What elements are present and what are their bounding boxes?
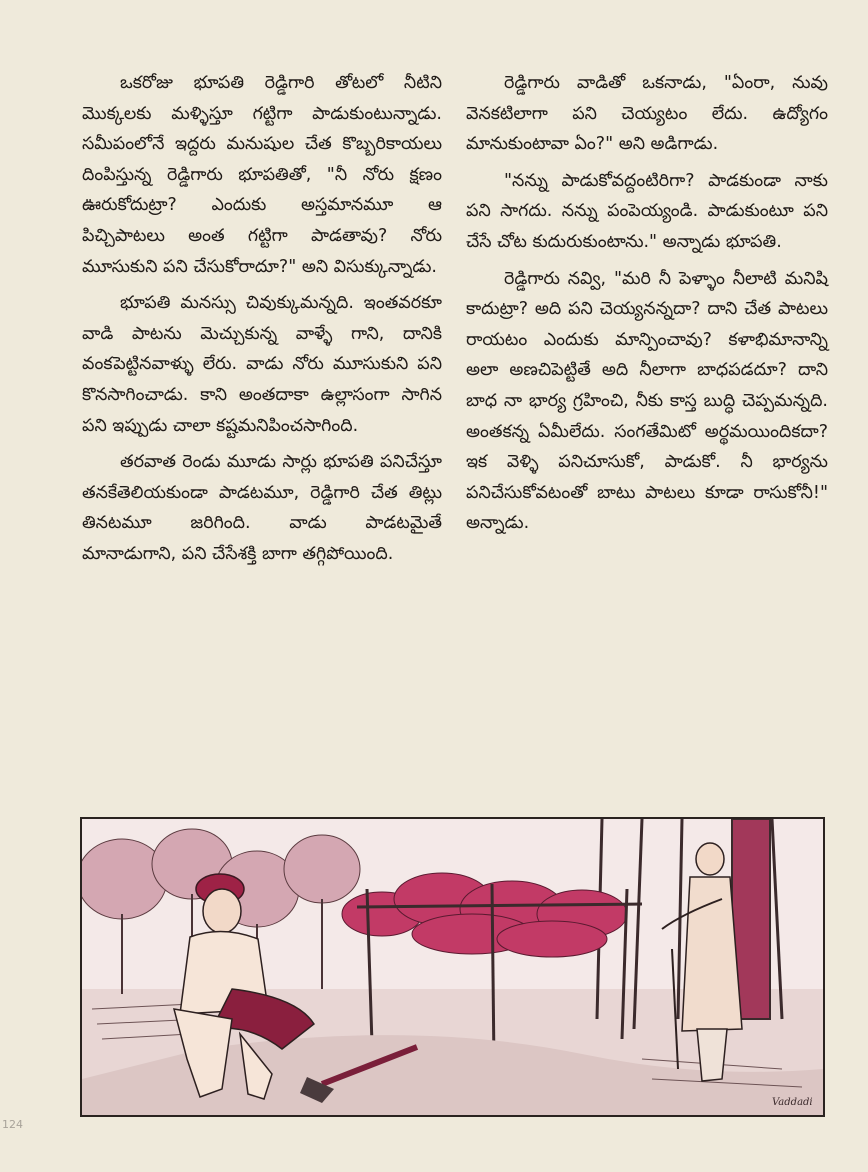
paragraph: రెడ్డిగారు వాడితో ఒకనాడు, "ఏంరా, నువు వెనకటిలాగా పని చెయ్యటం లేదు. ఉద్యోగం మానుకుంటావా ఏం?" అని అడిగాడు. <box>466 73 828 155</box>
paragraph: తరవాత రెండు మూడు సార్లు భూపతి పనిచేస్తూ తనకేతెలియకుండా పాడటమూ, రెడ్డిగారి చేత తిట్లు తినటమూ జరిగింది. వాడు పాడటమైతే మానాడుగాని, పని చేసేశక్తి బాగా తగ్గిపోయింది. <box>82 452 442 564</box>
right-text-column <box>466 68 828 545</box>
paragraph: రెడ్డిగారు నవ్వి, "మరి నీ పెళ్ళాం నీలాటి మనిషి కాదుట్రా? అది పని చెయ్యనన్నదా? దాని చేత పాటలు రాయటం ఎందుకు మాన్పించావు? కళాభిమానాన్ని అలా అణచిపెట్టితే అది నీలాగా బాధపడదూ? దాని బాధ నా భార్య గ్రహించి, నీకు కాస్త బుద్ధి చెప్పమన్నది. అంతకన్న ఏమీలేదు. సంగతేమిటో అర్థమయిందికదా? ఇక వెళ్ళి పనిచూసుకో, పాడుకో. నీ భార్యను పనిచేసుకోవటంతో బాటు పాటలు కూడా రాసుకోనీ!" అన్నాడు. <box>466 268 828 534</box>
paragraph: "నన్ను పాడుకోవద్దంటిరిగా? పాడకుండా నాకు పని సాగదు. నన్ను పంపెయ్యండి. పాడుకుంటూ పని చేసే చోట కుదురుకుంటాను." అన్నాడు భూపతి. <box>466 170 828 252</box>
paragraph: భూపతి మనస్సు చివుక్కుమన్నది. ఇంతవరకూ వాడి పాటను మెచ్చుకున్న వాళ్ళే గాని, దానికి వంకపెట్టినవాళ్ళు లేరు. వాడు నోరు మూసుకుని పని కొనసాగించాడు. కాని అంతదాకా ఉల్లాసంగా సాగిన పని ఇప్పుడు చాలా కష్టమనిపించసాగింది. <box>82 293 442 436</box>
garden-scene-drawing <box>82 819 823 1115</box>
story-illustration <box>80 817 825 1117</box>
artist-signature: Vaddadi <box>772 1097 813 1108</box>
left-text-column <box>82 68 442 576</box>
paragraph: ఒకరోజు భూపతి రెడ్డిగారి తోటలో నీటిని మొక్కలకు మళ్ళిస్తూ గట్టిగా పాడుకుంటున్నాడు. సమీపంలోనే ఇద్దరు మనుషుల చేత కొబ్బరికాయలు దింపిస్తున్న రెడ్డిగారు భూపతితో, "నీ నోరు క్షణం ఊరుకోదుట్రా? ఎందుకు అస్తమానమూ ఆ పిచ్చిపాటలు అంత గట్టిగా పాడతావు? నోరు మూసుకుని పని చేసుకోరాదూ?" అని విసుక్కున్నాడు. <box>82 73 442 277</box>
page-number-mark: 124 <box>2 1118 23 1131</box>
